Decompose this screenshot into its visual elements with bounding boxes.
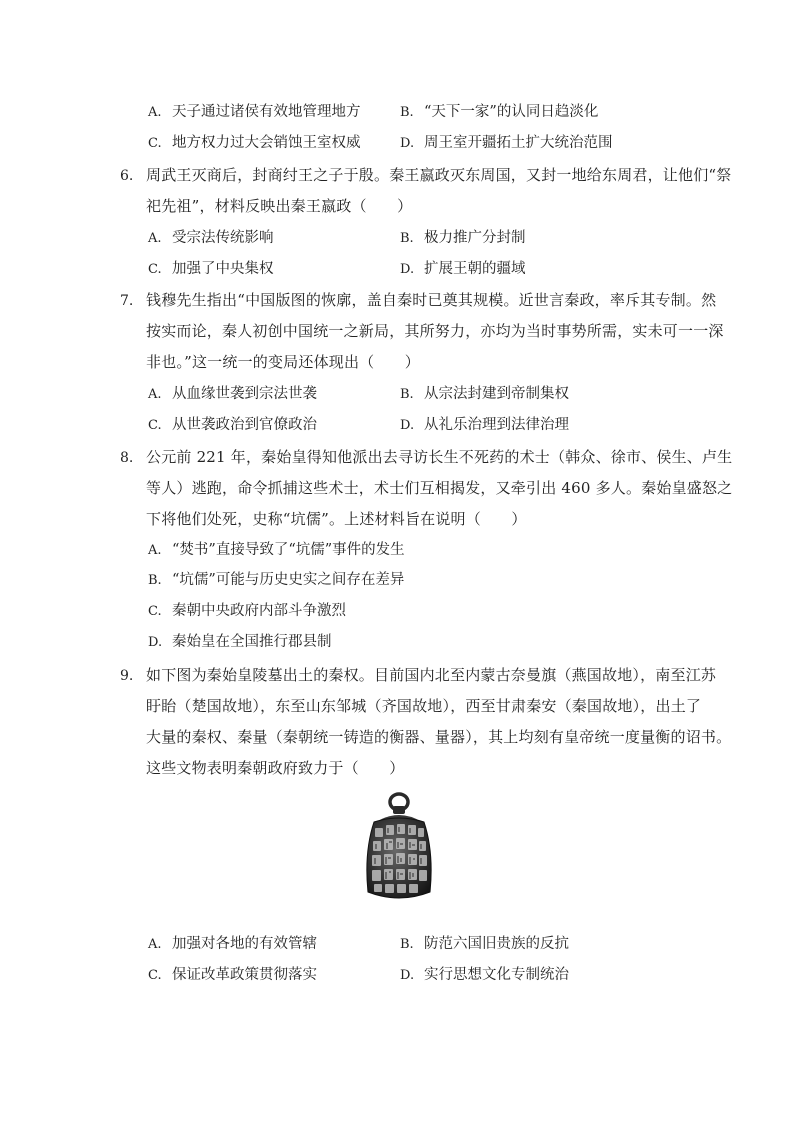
option-text: “焚书”直接导致了“坑儒”事件的发生 bbox=[172, 542, 405, 558]
q9-option-c bbox=[148, 965, 317, 986]
q7-option-a bbox=[148, 384, 317, 405]
option-text: 防范六国旧贵族的反抗 bbox=[424, 936, 569, 952]
q7-stem-line-2: 按实而论，秦人初创中国统一之新局，其所努力，亦均为当时事势所需，实未可一一深 bbox=[146, 322, 724, 340]
q5-option-d bbox=[400, 133, 613, 154]
option-text: 从世袭政治到官僚政治 bbox=[172, 417, 317, 433]
q7-option-c bbox=[148, 415, 317, 436]
option-text: 受宗法传统影响 bbox=[172, 230, 274, 246]
q9-option-b bbox=[400, 934, 569, 955]
option-text: 地方权力过大会销蚀王室权威 bbox=[172, 135, 361, 151]
option-label: D. bbox=[400, 418, 415, 433]
option-label: A. bbox=[148, 105, 162, 120]
option-label: C. bbox=[148, 604, 162, 619]
q6-option-b bbox=[400, 228, 526, 249]
q8-option-c bbox=[148, 601, 346, 622]
q6-option-a bbox=[148, 228, 274, 249]
option-label: A. bbox=[148, 543, 162, 558]
option-label: B. bbox=[400, 937, 414, 952]
option-label: B. bbox=[400, 387, 414, 402]
option-label: A. bbox=[148, 937, 162, 952]
q6-stem-line-1: 周武王灭商后，封商纣王之子于殷。秦王嬴政灭东周国，又封一地给东周君，让他们“祭 bbox=[146, 166, 732, 184]
option-text: 实行思想文化专制统治 bbox=[424, 967, 569, 983]
option-text: 周王室开疆拓土扩大统治范围 bbox=[424, 135, 613, 151]
q6-number: 6. bbox=[120, 168, 134, 184]
q7-stem-line-3: 非也。”这一统一的变局还体现出（ ） bbox=[146, 353, 420, 371]
option-label: D. bbox=[400, 262, 415, 277]
q7-number: 7. bbox=[120, 293, 134, 309]
option-label: B. bbox=[400, 105, 414, 120]
option-label: D. bbox=[148, 635, 163, 650]
option-label: A. bbox=[148, 387, 162, 402]
q9-stem-line-3: 大量的秦权、秦量（秦朝统一铸造的衡器、量器），其上均刻有皇帝统一度量衡的诏书。 bbox=[146, 728, 732, 746]
option-text: 从血缘世袭到宗法世袭 bbox=[172, 386, 317, 402]
q8-stem-line-3: 下将他们处死，史称“坑儒”。上述材料旨在说明（ ） bbox=[146, 510, 527, 528]
q8-stem-line-2: 等人）逃跑，命令抓捕这些术士，术士们互相揭发，又牵引出 460 多人。秦始皇盛怒之 bbox=[146, 479, 733, 497]
q6-option-c bbox=[148, 259, 274, 280]
q9-option-d bbox=[400, 965, 569, 986]
option-label: C. bbox=[148, 262, 162, 277]
q6-option-d bbox=[400, 259, 526, 280]
q8-option-d bbox=[148, 632, 332, 653]
q9-option-a bbox=[148, 934, 317, 955]
option-text: 加强对各地的有效管辖 bbox=[172, 936, 317, 952]
option-text: 从礼乐治理到法律治理 bbox=[424, 417, 569, 433]
option-label: A. bbox=[148, 231, 162, 246]
option-text: “天下一家”的认同日趋淡化 bbox=[424, 104, 599, 120]
option-text: 扩展王朝的疆域 bbox=[424, 261, 526, 277]
option-label: B. bbox=[400, 231, 414, 246]
option-text: “坑儒”可能与历史史实之间存在差异 bbox=[172, 572, 405, 588]
option-text: 加强了中央集权 bbox=[172, 261, 274, 277]
option-text: 秦始皇在全国推行郡县制 bbox=[172, 634, 332, 650]
option-text: 秦朝中央政府内部斗争激烈 bbox=[172, 603, 346, 619]
option-label: D. bbox=[400, 968, 415, 983]
q7-stem-line-1: 钱穆先生指出“中国版图的恢廓，盖自秦时已奠其规模。近世言秦政，率斥其专制。然 bbox=[146, 291, 717, 309]
option-label: C. bbox=[148, 968, 162, 983]
q9-number: 9. bbox=[120, 668, 134, 684]
q8-stem-line-1: 公元前 221 年，秦始皇得知他派出去寻访长生不死药的术士（韩众、徐市、侯生、卢生 bbox=[146, 448, 733, 466]
q8-option-b bbox=[148, 570, 404, 591]
option-text: 从宗法封建到帝制集权 bbox=[424, 386, 569, 402]
option-text: 保证改革政策贯彻落实 bbox=[172, 967, 317, 983]
q9-stem-line-2: 盱眙（楚国故地），东至山东邹城（齐国故地），西至甘肃秦安（秦国故地），出土了 bbox=[146, 697, 702, 715]
option-label: C. bbox=[148, 418, 162, 433]
option-label: C. bbox=[148, 136, 162, 151]
qin-weight-image bbox=[358, 792, 440, 912]
q9-stem-line-4: 这些文物表明秦朝政府致力于（ ） bbox=[146, 759, 405, 777]
q8-option-a bbox=[148, 540, 405, 561]
q7-option-b bbox=[400, 384, 569, 405]
option-text: 天子通过诸侯有效地管理地方 bbox=[172, 104, 361, 120]
q5-option-c bbox=[148, 133, 361, 154]
option-label: D. bbox=[400, 136, 415, 151]
q6-stem-line-2: 祀先祖”，材料反映出秦王嬴政（ ） bbox=[146, 197, 413, 215]
q8-number: 8. bbox=[120, 450, 134, 466]
option-label: B. bbox=[148, 573, 162, 588]
q5-option-b bbox=[400, 102, 598, 123]
q7-option-d bbox=[400, 415, 569, 436]
option-text: 极力推广分封制 bbox=[424, 230, 526, 246]
q5-option-a bbox=[148, 102, 361, 123]
q9-stem-line-1: 如下图为秦始皇陵墓出土的秦权。目前国内北至内蒙古奈曼旗（燕国故地），南至江苏 bbox=[146, 666, 717, 684]
